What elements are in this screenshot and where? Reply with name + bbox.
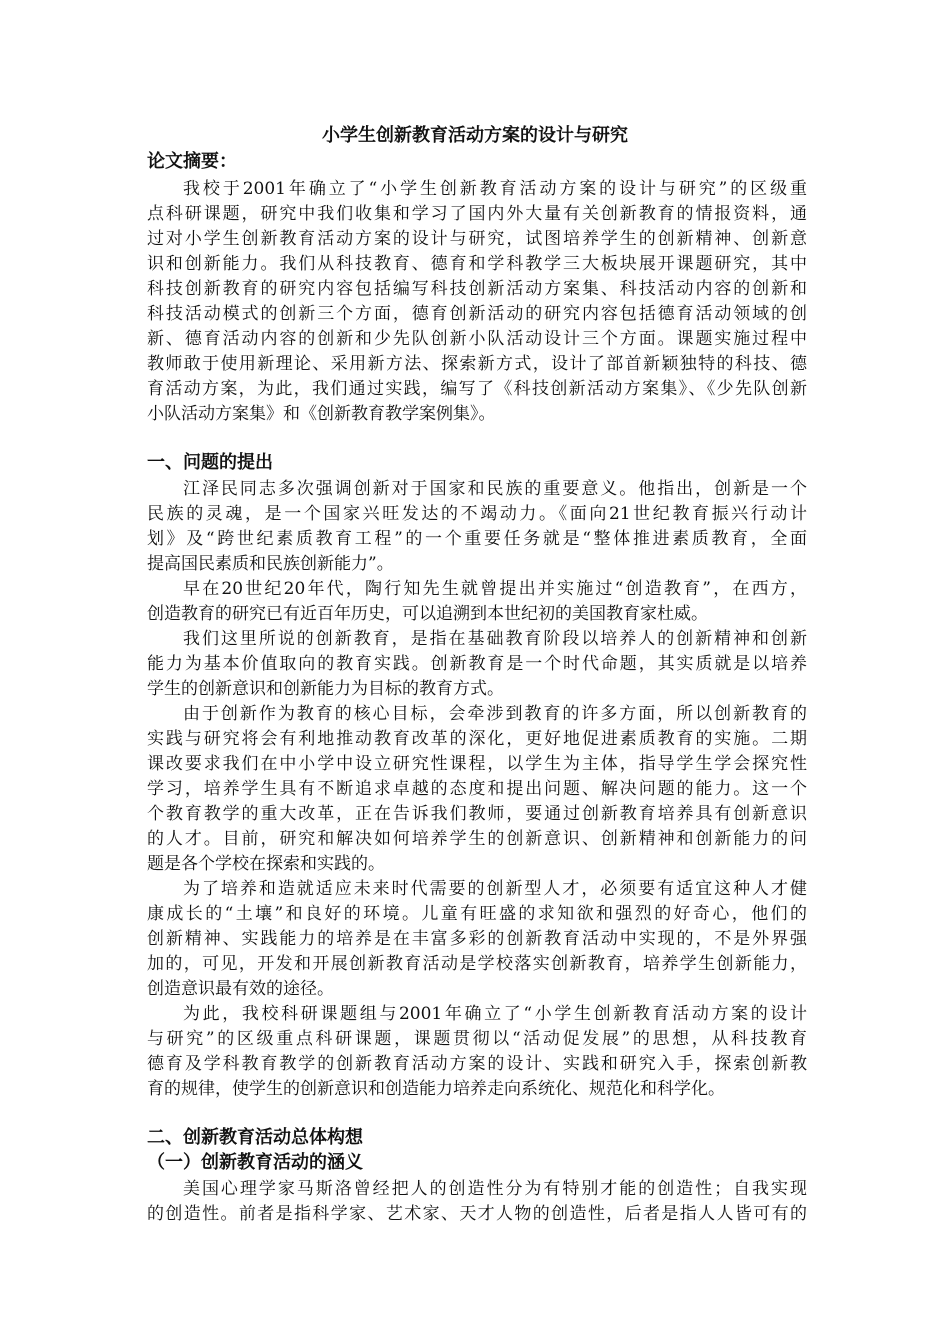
paragraph-line: 题是各个学校在探索和实践的。 [147,854,385,874]
paragraph-line: 江泽民同志多次强调创新对于国家和民族的重要意义。他指出，创新是一个 [183,479,807,499]
abstract-line: 新、德育活动内容的创新和少先队创新小队活动设计三个方面。课题实施过程中 [147,329,807,349]
abstract-line: 科技创新教育的研究内容包括编写科技创新活动方案集、科技活动内容的创新和 [147,279,807,299]
abstract-line: 点科研课题，研究中我们收集和学习了国内外大量有关创新教育的情报资料，通 [147,204,807,224]
abstract-line: 育活动方案，为此，我们通过实践，编写了《科技创新活动方案集》、《少先队创新 [147,379,807,399]
paragraph-line: 早在20世纪20年代，陶行知先生就曾提出并实施过“创造教育”，在西方， [183,579,807,599]
paragraph-line: 的人才。目前，研究和解决如何培养学生的创新意识、创新精神和创新能力的问 [147,829,807,849]
abstract-line: 过对小学生创新教育活动方案的设计与研究，试图培养学生的创新精神、创新意 [147,229,807,249]
paragraph-line: 创新精神、实践能力的培养是在丰富多彩的创新教育活动中实现的，不是外界强 [147,929,807,949]
paragraph-line: 由于创新作为教育的核心目标，会牵涉到教育的许多方面，所以创新教育的 [183,704,807,724]
paragraph-line: 的创造性。前者是指科学家、艺术家、天才人物的创造性，后者是指人人皆可有的 [147,1204,807,1224]
abstract-line: 识和创新能力。我们从科技教育、德育和学科教学三大板块展开课题研究，其中 [147,254,807,274]
paragraph-line: 创造意识最有效的途径。 [147,979,334,999]
paragraph-line: 创造教育的研究已有近百年历史，可以追溯到本世纪初的美国教育家杜威。 [147,604,708,624]
abstract-line: 教师敢于使用新理论、采用新方法、探索新方式，设计了部首新颖独特的科技、德 [147,354,807,374]
paragraph-line: 划》及“跨世纪素质教育工程”的一个重要任务就是“整体推进素质教育，全面 [147,529,807,549]
abstract-line: 小队活动方案集》和《创新教育教学案例集》。 [147,404,496,424]
abstract-line: 科技活动模式的创新三个方面，德育创新活动的研究内容包括德育活动领域的创 [147,304,807,324]
paragraph-line: 课改要求我们在中小学中设立研究性课程，以学生为主体，指导学生学会探究性 [147,754,807,774]
paragraph-line: 为此，我校科研课题组与2001年确立了“小学生创新教育活动方案的设计 [183,1004,807,1024]
paragraph-line: 康成长的“土壤”和良好的环境。儿童有旺盛的求知欲和强烈的好奇心，他们的 [147,904,807,924]
abstract-line: 我校于2001年确立了“小学生创新教育活动方案的设计与研究”的区级重 [183,179,807,199]
paragraph-line: 为了培养和造就适应未来时代需要的创新型人才，必须要有适宜这种人才健 [183,879,807,899]
subsection-heading-2-1: （一）创新教育活动的涵义 [147,1152,363,1173]
paragraph-line: 德育及学科教育教学的创新教育活动方案的设计、实践和研究入手，探索创新教 [147,1054,807,1074]
abstract-heading: 论文摘要： [147,151,237,172]
paragraph-line: 提高国民素质和民族创新能力”。 [147,554,394,574]
paragraph-line: 学习，培养学生具有不断追求卓越的态度和提出问题、解决问题的能力。这一个 [147,779,807,799]
section-heading-1: 一、问题的提出 [147,452,273,473]
paragraph-line: 个教育教学的重大改革，正在告诉我们教师，要通过创新教育培养具有创新意识 [147,804,807,824]
document-title: 小学生创新教育活动方案的设计与研究 [322,125,628,146]
paragraph-line: 与研究”的区级重点科研课题，课题贯彻以“活动促发展”的思想，从科技教育 [147,1029,807,1049]
paragraph-line: 民族的灵魂，是一个国家兴旺发达的不竭动力。《面向21世纪教育振兴行动计 [147,504,807,524]
paragraph-line: 加的，可见，开发和开展创新教育活动是学校落实创新教育，培养学生创新能力， [147,954,807,974]
paragraph-line: 美国心理学家马斯洛曾经把人的创造性分为有特别才能的创造性；自我实现 [183,1179,807,1199]
paragraph-line: 我们这里所说的创新教育，是指在基础教育阶段以培养人的创新精神和创新 [183,629,807,649]
section-heading-2: 二、创新教育活动总体构想 [147,1127,363,1148]
paragraph-line: 实践与研究将会有利地推动教育改革的深化，更好地促进素质教育的实施。二期 [147,729,807,749]
paragraph-line: 学生的创新意识和创新能力为目标的教育方式。 [147,679,504,699]
paragraph-line: 育的规律，使学生的创新意识和创造能力培养走向系统化、规范化和科学化。 [147,1079,725,1099]
paragraph-line: 能力为基本价值取向的教育实践。创新教育是一个时代命题，其实质就是以培养 [147,654,807,674]
